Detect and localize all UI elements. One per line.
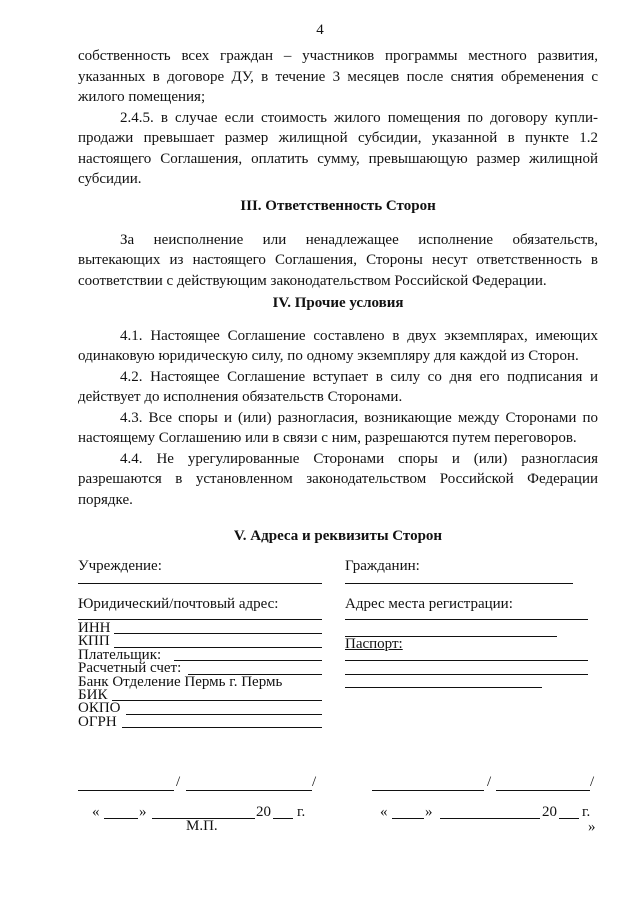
right-trailing-quote: » [588,819,596,835]
right-date-quote-close: » [425,804,433,820]
section-5-title: V. Адреса и реквизиты Сторон [233,528,443,544]
left-date-quote-open: « [92,804,100,820]
right-day-line [392,818,424,819]
left-signature-slash: / [176,774,181,790]
institution-label: Учреждение: [78,558,162,574]
address-line [78,619,322,620]
section-4 [78,293,598,510]
bank-row [78,673,322,690]
inn-row [78,622,322,635]
left-signature-slash-end: / [312,774,317,790]
right-name-line [496,790,590,791]
inn-label: ИНН [78,620,111,636]
right-month-line [440,818,540,819]
paragraph-2-4-5: 2.4.5. в случае если стоимость жилого помещения по договору купли-продажи превышает размер жилищной субсидии, указанной в пункте 1.2 настоящего Соглашения, оплатить сумму, превышающую размер жилищной субсидии. [78,109,598,187]
registration-address-label: Адрес места регистрации: [345,596,513,612]
right-year-suffix: г. [582,804,591,820]
section-3-text: За неисполнение или ненадлежащее исполнение обязательств, вытекающих из настоящего Соглашения, Стороны несут ответственность в соответствии с действующим законодательством Российской Федерации. [78,231,598,289]
clause-4-3: 4.3. Все споры и (или) разногласия, возникающие между Сторонами по настоящему Соглашению или в связи с ним, разрешаются путем переговоров. [78,409,598,446]
right-signature-slash-end: / [590,774,595,790]
ogrn-row [78,713,322,730]
right-signature-slash: / [487,774,492,790]
left-name-line [186,790,312,791]
paragraph-ownership: собственность всех граждан – участников программы местного развития, указанных в договоре ДУ, в течение 3 месяцев после снятия обременения с жилого помещения; [78,48,598,105]
institution-line [78,583,322,584]
clause-4-2: 4.2. Настоящее Соглашение вступает в силу со дня его подписания и действует до исполнения обязательств Сторонами. [78,368,598,405]
legal-address-label: Юридический/почтовый адрес: [78,596,279,612]
page-number: 4 [316,22,324,38]
requisites-block [78,622,322,729]
passport-line-1 [345,660,588,661]
left-day-line [104,818,138,819]
section-4-title: IV. Прочие условия [272,295,404,311]
citizen-label: Гражданин: [345,558,420,574]
bank-label: Банк Отделение Пермь г. Пермь [78,673,283,690]
right-date-quote-open: « [380,804,388,820]
right-year-line [559,818,579,819]
passport-line-2 [345,674,588,675]
body-text-top [78,46,598,190]
section-3 [78,196,598,291]
section-3-title: III. Ответственность Сторон [240,198,436,214]
citizen-line [345,583,573,584]
payer-label: Плательщик: [78,646,162,663]
bik-label: БИК [78,687,108,704]
okpo-label: ОКПО [78,700,121,717]
passport-label: Паспорт: [345,636,403,652]
stamp-label: М.П. [186,818,218,834]
left-year-line [273,818,293,819]
left-date-quote-close: » [139,804,147,820]
left-year-suffix: г. [297,804,306,820]
ogrn-label: ОГРН [78,713,117,730]
registration-line-1 [345,619,588,620]
section-5 [78,526,598,547]
right-year-prefix: 20 [542,804,557,820]
clause-4-4: 4.4. Не урегулированные Сторонами споры и (или) разногласия разрешаются в установленном законодательством Российской Федерации порядке. [78,450,598,508]
passport-line-3 [345,687,542,688]
account-label: Расчетный счет: [78,660,182,677]
left-signature-line [78,790,174,791]
right-signature-line [372,790,484,791]
kpp-label: КПП [78,633,110,650]
clause-4-1: 4.1. Настоящее Соглашение составлено в двух экземплярах, имеющих одинаковую юридическую силу, по одному экземпляру для каждой из Сторон. [78,327,598,364]
left-year-prefix: 20 [256,804,271,820]
